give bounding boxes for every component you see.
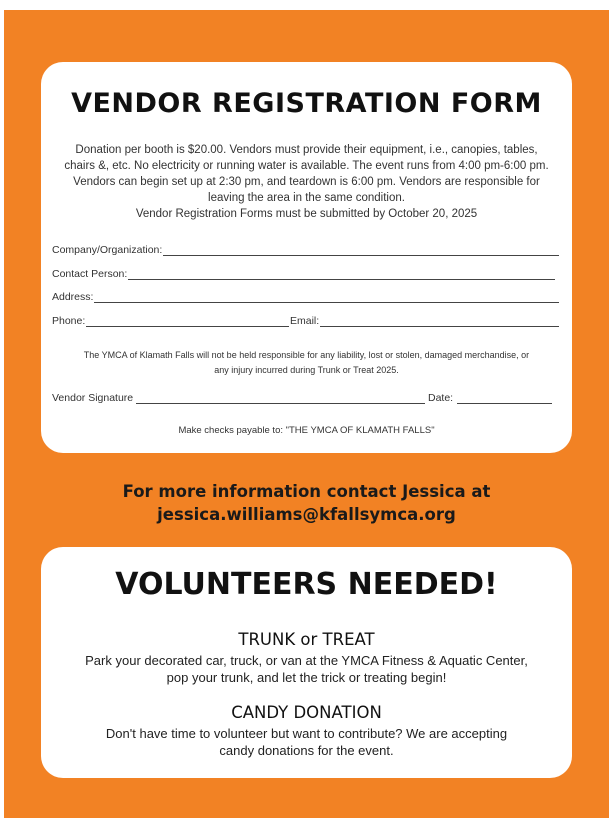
phone-input-line[interactable] bbox=[86, 315, 289, 327]
contact-person-label: Contact Person: bbox=[52, 268, 128, 280]
candy-donation-text bbox=[51, 725, 562, 759]
intro-line: chairs &, etc. No electricity or running water is available. The event runs from 4:00 pm-6:00 pm. bbox=[64, 160, 549, 172]
date-label: Date: bbox=[428, 392, 454, 404]
contact-line: For more information contact Jessica at bbox=[122, 482, 491, 501]
phone-label: Phone: bbox=[52, 315, 86, 327]
intro-line: Vendors can begin set up at 2:30 pm, and teardown is 6:00 pm. Vendors are responsible for bbox=[73, 176, 540, 188]
date-field[interactable] bbox=[428, 388, 552, 404]
candy-line: Don't have time to volunteer but want to contribute? We are accepting bbox=[105, 726, 508, 741]
company-input-line[interactable] bbox=[163, 244, 559, 256]
deadline-line: Vendor Registration Forms must be submitted by October 20, 2025 bbox=[135, 208, 478, 220]
address-label: Address: bbox=[52, 291, 94, 303]
phone-field[interactable] bbox=[52, 311, 289, 327]
email-field[interactable] bbox=[290, 311, 559, 327]
signature-label: Vendor Signature bbox=[52, 392, 134, 404]
trunk-or-treat-heading: TRUNK or TREAT bbox=[238, 630, 375, 649]
volunteers-card bbox=[41, 547, 572, 778]
contact-person-input-line[interactable] bbox=[128, 268, 555, 280]
intro-line: Donation per booth is $20.00. Vendors must provide their equipment, i.e., canopies, tables, bbox=[75, 144, 538, 156]
company-label: Company/Organization: bbox=[52, 244, 163, 256]
checks-payable-note: Make checks payable to: "THE YMCA OF KLAMATH FALLS" bbox=[178, 425, 435, 436]
signature-input-line[interactable] bbox=[136, 392, 425, 404]
candy-donation-heading: CANDY DONATION bbox=[231, 703, 382, 722]
contact-person-field[interactable] bbox=[52, 264, 555, 280]
candy-line: candy donations for the event. bbox=[219, 743, 394, 758]
vendor-form-title: VENDOR REGISTRATION FORM bbox=[71, 88, 542, 119]
contact-info bbox=[4, 480, 609, 526]
trunk-or-treat-text bbox=[51, 652, 562, 686]
vendor-form-card bbox=[41, 62, 572, 453]
liability-disclaimer bbox=[55, 348, 558, 378]
disclaimer-line: any injury incurred during Trunk or Treat 2025. bbox=[214, 365, 399, 375]
email-input-line[interactable] bbox=[320, 315, 559, 327]
signature-field[interactable] bbox=[52, 388, 425, 404]
vendor-form-intro bbox=[53, 142, 560, 222]
flyer-page bbox=[4, 10, 609, 818]
trunk-line: pop your trunk, and let the trick or treating begin! bbox=[166, 670, 447, 685]
contact-email-link[interactable]: jessica.williams@kfallsymca.org bbox=[157, 505, 456, 524]
intro-line: leaving the area in the same condition. bbox=[208, 192, 405, 204]
disclaimer-line: The YMCA of Klamath Falls will not be held responsible for any liability, lost or stolen, damaged merchandise, or bbox=[83, 350, 530, 360]
email-label: Email: bbox=[290, 315, 320, 327]
volunteers-title: VOLUNTEERS NEEDED! bbox=[115, 567, 498, 602]
date-input-line[interactable] bbox=[457, 392, 552, 404]
company-field[interactable] bbox=[52, 240, 559, 256]
address-input-line[interactable] bbox=[94, 291, 559, 303]
address-field[interactable] bbox=[52, 287, 559, 303]
trunk-line: Park your decorated car, truck, or van at the YMCA Fitness & Aquatic Center, bbox=[85, 653, 528, 668]
